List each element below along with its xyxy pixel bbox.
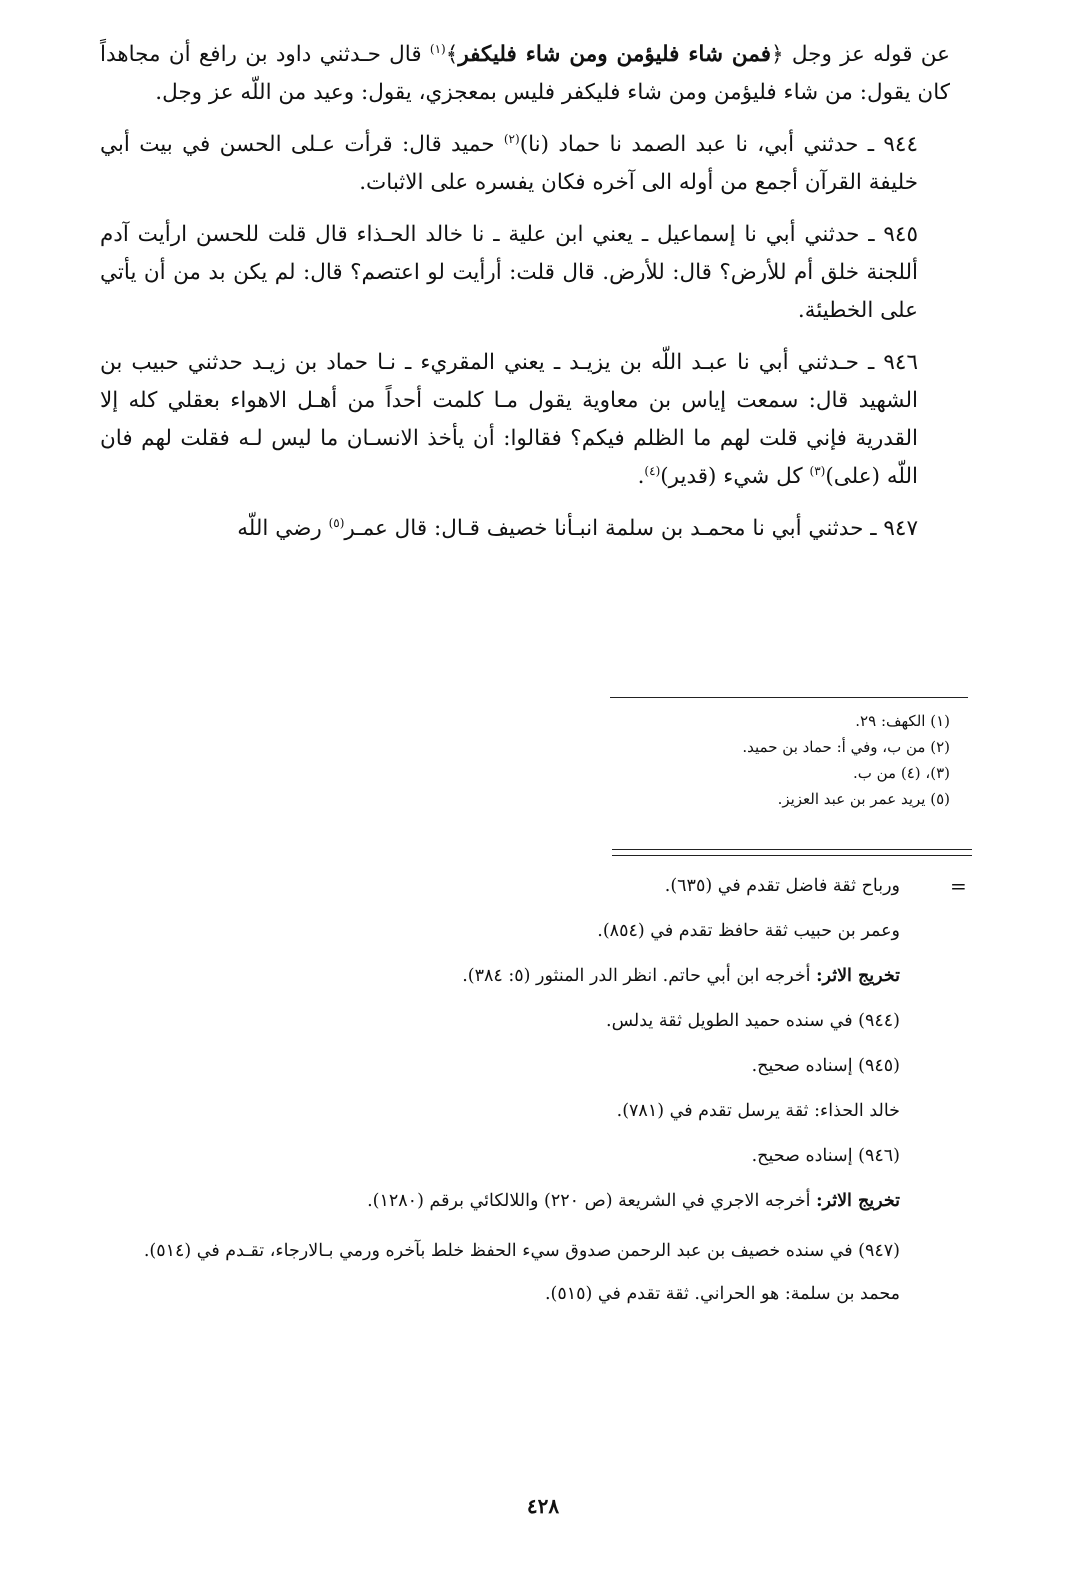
quran-quote: فمن شاء فليؤمن ومن شاء فليكفر	[458, 42, 771, 67]
text: رضي اللّه	[237, 516, 329, 541]
text: حميد قال: قرأت عـلى الحسن في بيت أبي خليفة القرآن أجمع من أوله الى آخره فكان يفسره على الاثبات.	[100, 132, 918, 195]
footnote-separator	[610, 697, 968, 698]
paragraph-intro	[100, 36, 950, 112]
paragraph-944	[100, 126, 950, 202]
text: وعمر بن حبيب ثقة حافظ تقدم في (٨٥٤).	[597, 921, 900, 941]
text: أخرجه الاجري في الشريعة (ص ٢٢٠) واللالكائي برقم (١٢٨٠).	[367, 1191, 817, 1211]
footnote-ref-2: (٢)	[503, 131, 520, 146]
text: (٩٤٤) في سنده حميد الطويل ثقة يدلس.	[606, 1011, 900, 1031]
text: ورباح ثقة فاضل تقدم في (٦٣٥).	[664, 876, 900, 896]
label: تخريج الاثر:	[816, 1191, 900, 1211]
commentary	[100, 874, 900, 1327]
commentary-line	[100, 1099, 900, 1123]
continuation-marker: =	[950, 874, 967, 898]
text: ٩٤٧ ـ حدثني أبي نا محمـد بن سلمة انبـأنا خصيف قـال: قال عمـر	[344, 516, 918, 541]
main-text	[100, 36, 950, 548]
text: (٩٤٧) في سنده خصيف بن عبد الرحمن صدوق سيء الحفظ خلط بآخره ورمي بـالارجاء، تقـدم في (٥١٤).	[143, 1241, 900, 1261]
footnote-2: (٢) من ب، وفي أ: حماد بن حميد.	[742, 738, 950, 756]
commentary-line	[100, 874, 900, 898]
text: (٩٤٥) إسناده صحيح.	[751, 1056, 900, 1076]
text: أخرجه ابن أبي حاتم. انظر الدر المنثور (٥: ٣٨٤).	[462, 966, 817, 986]
footnote-3: (٣)، (٤) من ب.	[852, 764, 950, 782]
text: ٩٤٥ ـ حدثني أبي نا إسماعيل ـ يعني ابن علية ـ نا خالد الحـذاء قال قلت للحسن ارأيت آدم أللجنة خلق أم للأرض؟ قال: للأرض. قال قلت: أرأيت لو اعتصم؟ قال: لم يكن بد من أن يأتي على الخطيئة.	[100, 222, 918, 323]
text: (٩٤٦) إسناده صحيح.	[751, 1146, 900, 1166]
paragraph-946	[100, 344, 950, 496]
text: خالد الحذاء: ثقة يرسل تقدم في (٧٨١).	[616, 1101, 900, 1121]
text: ﴾	[445, 42, 459, 67]
text: .	[637, 464, 645, 489]
commentary-line	[100, 1282, 900, 1306]
commentary-separator	[612, 849, 972, 856]
text: عن قوله عز وجل ﴿	[771, 42, 950, 67]
footnote-ref-3: (٣)	[809, 463, 826, 478]
commentary-line	[100, 1144, 900, 1168]
text: كل شيء (قدير)	[660, 464, 810, 489]
text: قال حـدثني داود بن رافع أن مجاهداً كان يقول: من شاء فليؤمن ومن شاء فليكفر فليس بمعجزي، يقول: وعيد من اللّه عز وجل.	[100, 42, 950, 105]
commentary-line	[100, 919, 900, 943]
footnote-4: (٥) يريد عمر بن عبد العزيز.	[777, 790, 950, 808]
text: ٩٤٦ ـ حـدثني أبي نا عبـد اللّه بن يزيـد ـ يعني المقريء ـ نـا حماد بن زيـد حدثني حبيب بن الشهيد قال: سمعت إياس بن معاوية يقول مـا كلمت أحداً من أهـل الاهواء بعقلي كله إلا القدرية فإني قلت لهم ما الظلم فيكم؟ فقالوا: أن يأخذ الانسـان ما ليس لـه فقلت لهم فان اللّه (على)	[100, 350, 918, 489]
text: محمد بن سلمة: هو الحراني. ثقة تقدم في (٥١٥).	[544, 1284, 900, 1304]
commentary-line	[100, 1054, 900, 1078]
label: تخريج الاثر:	[816, 966, 900, 986]
commentary-line	[100, 1234, 900, 1268]
footnote-ref-5: (٥)	[328, 515, 345, 530]
page-number: ٤٢٨	[526, 1494, 560, 1518]
paragraph-945	[100, 216, 950, 330]
commentary-line	[100, 1189, 900, 1213]
commentary-line	[100, 964, 900, 988]
paragraph-947	[100, 510, 950, 548]
text: ٩٤٤ ـ حدثني أبي، نا عبد الصمد نا حماد (نا)	[519, 132, 918, 157]
footnotes	[610, 708, 950, 812]
footnote-ref-1: (١)	[429, 41, 446, 56]
footnote-ref-4: (٤)	[644, 463, 661, 478]
footnote-1: (١) الكهف: ٢٩.	[855, 712, 950, 730]
commentary-line	[100, 1009, 900, 1033]
